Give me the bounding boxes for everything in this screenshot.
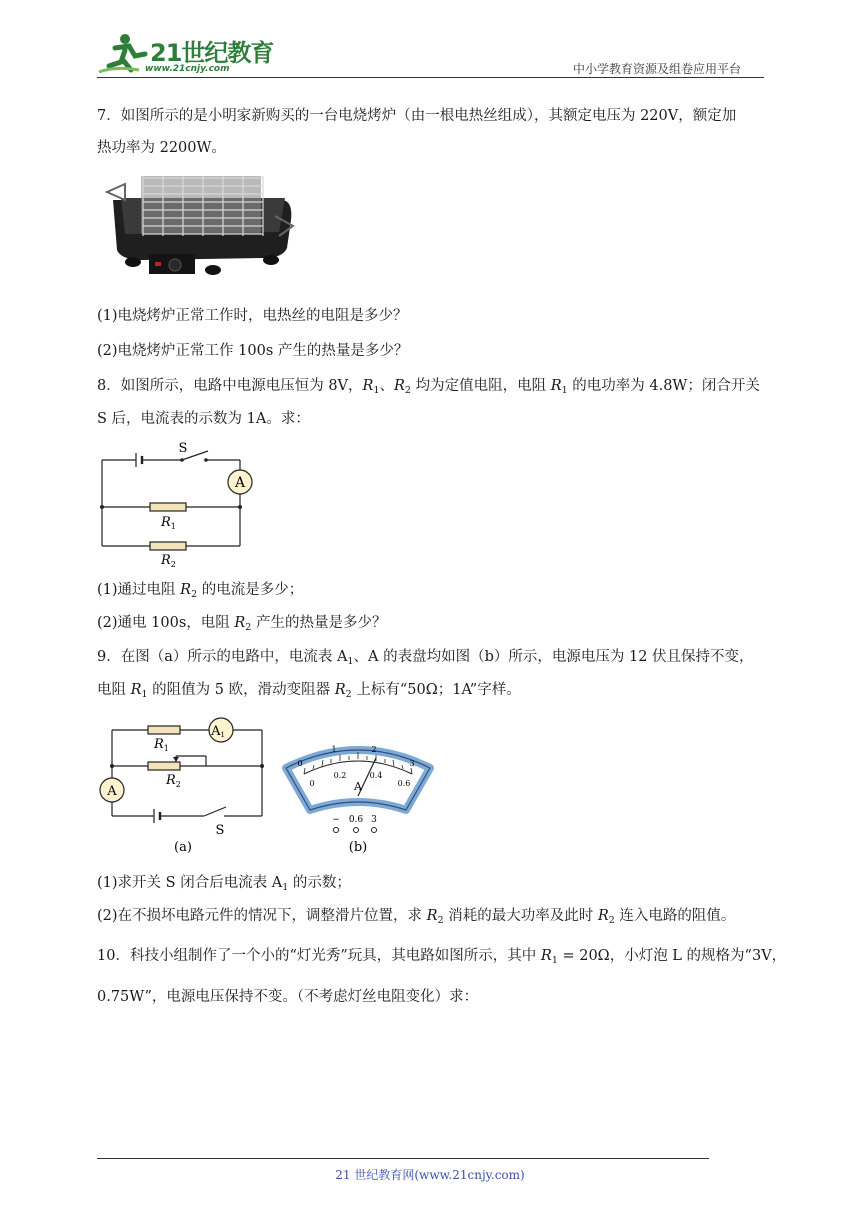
top-scale-0: 0 [297, 759, 303, 768]
r1-label: $R_1$ [161, 515, 176, 531]
ammeter-label: A [234, 475, 246, 491]
logo-text: 21世纪教育 [150, 39, 274, 67]
q9-sub1: (1)求开关 S 闭合后电流表 $A_1$ 的示数； [97, 875, 351, 893]
top-scale-3: 3 [409, 759, 415, 768]
q7-sub2: (2)电烧烤炉正常工作 100s 产生的热量是多少？ [97, 343, 409, 359]
logo-url: www.21cnjy.com [145, 64, 230, 74]
top-scale-2: 2 [371, 745, 377, 754]
ammeter-a-label: A [107, 784, 117, 799]
q7-sub1: (1)电烧烤炉正常工作时，电热丝的电阻是多少？ [97, 308, 408, 324]
grill-image [103, 170, 295, 280]
terminal-0-6: 0.6 [348, 815, 364, 825]
q8-sub1: (1)通过电阻 $R_2$ 的电流是多少； [97, 582, 304, 600]
q9-line2: 电阻 $R_1$ 的阻值为 5 欧，滑动变阻器 $R_2$ 上标有“50Ω；1A”字样。 [97, 682, 521, 700]
q7-line2: 热功率为 2200W。 [97, 140, 226, 156]
resistor-r2-icon [150, 542, 186, 550]
q9-line1: 9．在图（a）所示的电路中，电流表 $A_1$、A 的表盘均如图（b）所示，电源电压为 12 伏且保持不变， [97, 649, 754, 667]
r1-label: $R_1$ [154, 737, 169, 753]
q8-line2: S 后，电流表的示数为 1A。求： [97, 411, 310, 427]
top-scale-1: 1 [331, 745, 337, 754]
terminal-icon [372, 828, 377, 833]
q9-meter-dial-b [282, 738, 434, 858]
caption-a: (a) [174, 840, 192, 855]
q8-sub2: (2)通电 100s，电阻 $R_2$ 产生的热量是多少？ [97, 615, 387, 633]
footer-link[interactable]: 21 世纪教育网(www.21cnjy.com) [335, 1168, 525, 1182]
bottom-scale-1: 0.2 [333, 771, 347, 780]
runner-logo-icon [95, 30, 151, 76]
terminal-3: 3 [371, 815, 377, 825]
resistor-r1-icon [150, 503, 186, 511]
footer-divider [97, 1158, 709, 1159]
q9-circuit-a [98, 712, 270, 858]
terminal-icon [334, 828, 339, 833]
header-divider [97, 77, 764, 78]
q10-line2: 0.75W”，电源电压保持不变。（不考虑灯丝电阻变化）求： [97, 989, 479, 1005]
meter-unit: A [354, 780, 362, 793]
switch-label: S [178, 441, 188, 456]
terminal-icon [354, 828, 359, 833]
resistor-r1-icon [148, 726, 180, 734]
bottom-scale-3: 0.6 [397, 779, 411, 788]
rheostat-r2-icon [148, 762, 180, 770]
q7-line1: 7．如图所示的是小明家新购买的一台电烧烤炉（由一根电热丝组成），其额定电压为 220V，额定加 [97, 108, 737, 124]
q8-line1: 8．如图所示，电路中电源电压恒为 8V，$R_1$、$R_2$ 均为定值电阻，电阻 $R_1$ 的电功率为 4.8W；闭合开关 [97, 378, 760, 396]
r2-label: $R_2$ [161, 553, 176, 569]
q8-circuit-diagram [98, 440, 262, 570]
switch-label: S [215, 823, 225, 838]
r2-label: $R_2$ [166, 773, 181, 789]
bottom-scale-0: 0 [309, 779, 315, 788]
terminal-neg: − [332, 815, 340, 825]
platform-name: 中小学教育资源及组卷应用平台 [573, 62, 742, 76]
caption-b: (b) [348, 840, 368, 855]
q10-line1: 10．科技小组制作了一个小的“灯光秀”玩具，其电路如图所示，其中 $R_1 = 20\Omega$，小灯泡 L 的规格为“3V， [97, 948, 787, 966]
q9-sub2: (2)在不损坏电路元件的情况下，调整滑片位置，求 $R_2$ 消耗的最大功率及此时 $R_2$ 连入电路的阻值。 [97, 908, 736, 926]
bottom-scale-2: 0.4 [369, 771, 383, 780]
ammeter-a1-label: A1 [211, 724, 225, 739]
